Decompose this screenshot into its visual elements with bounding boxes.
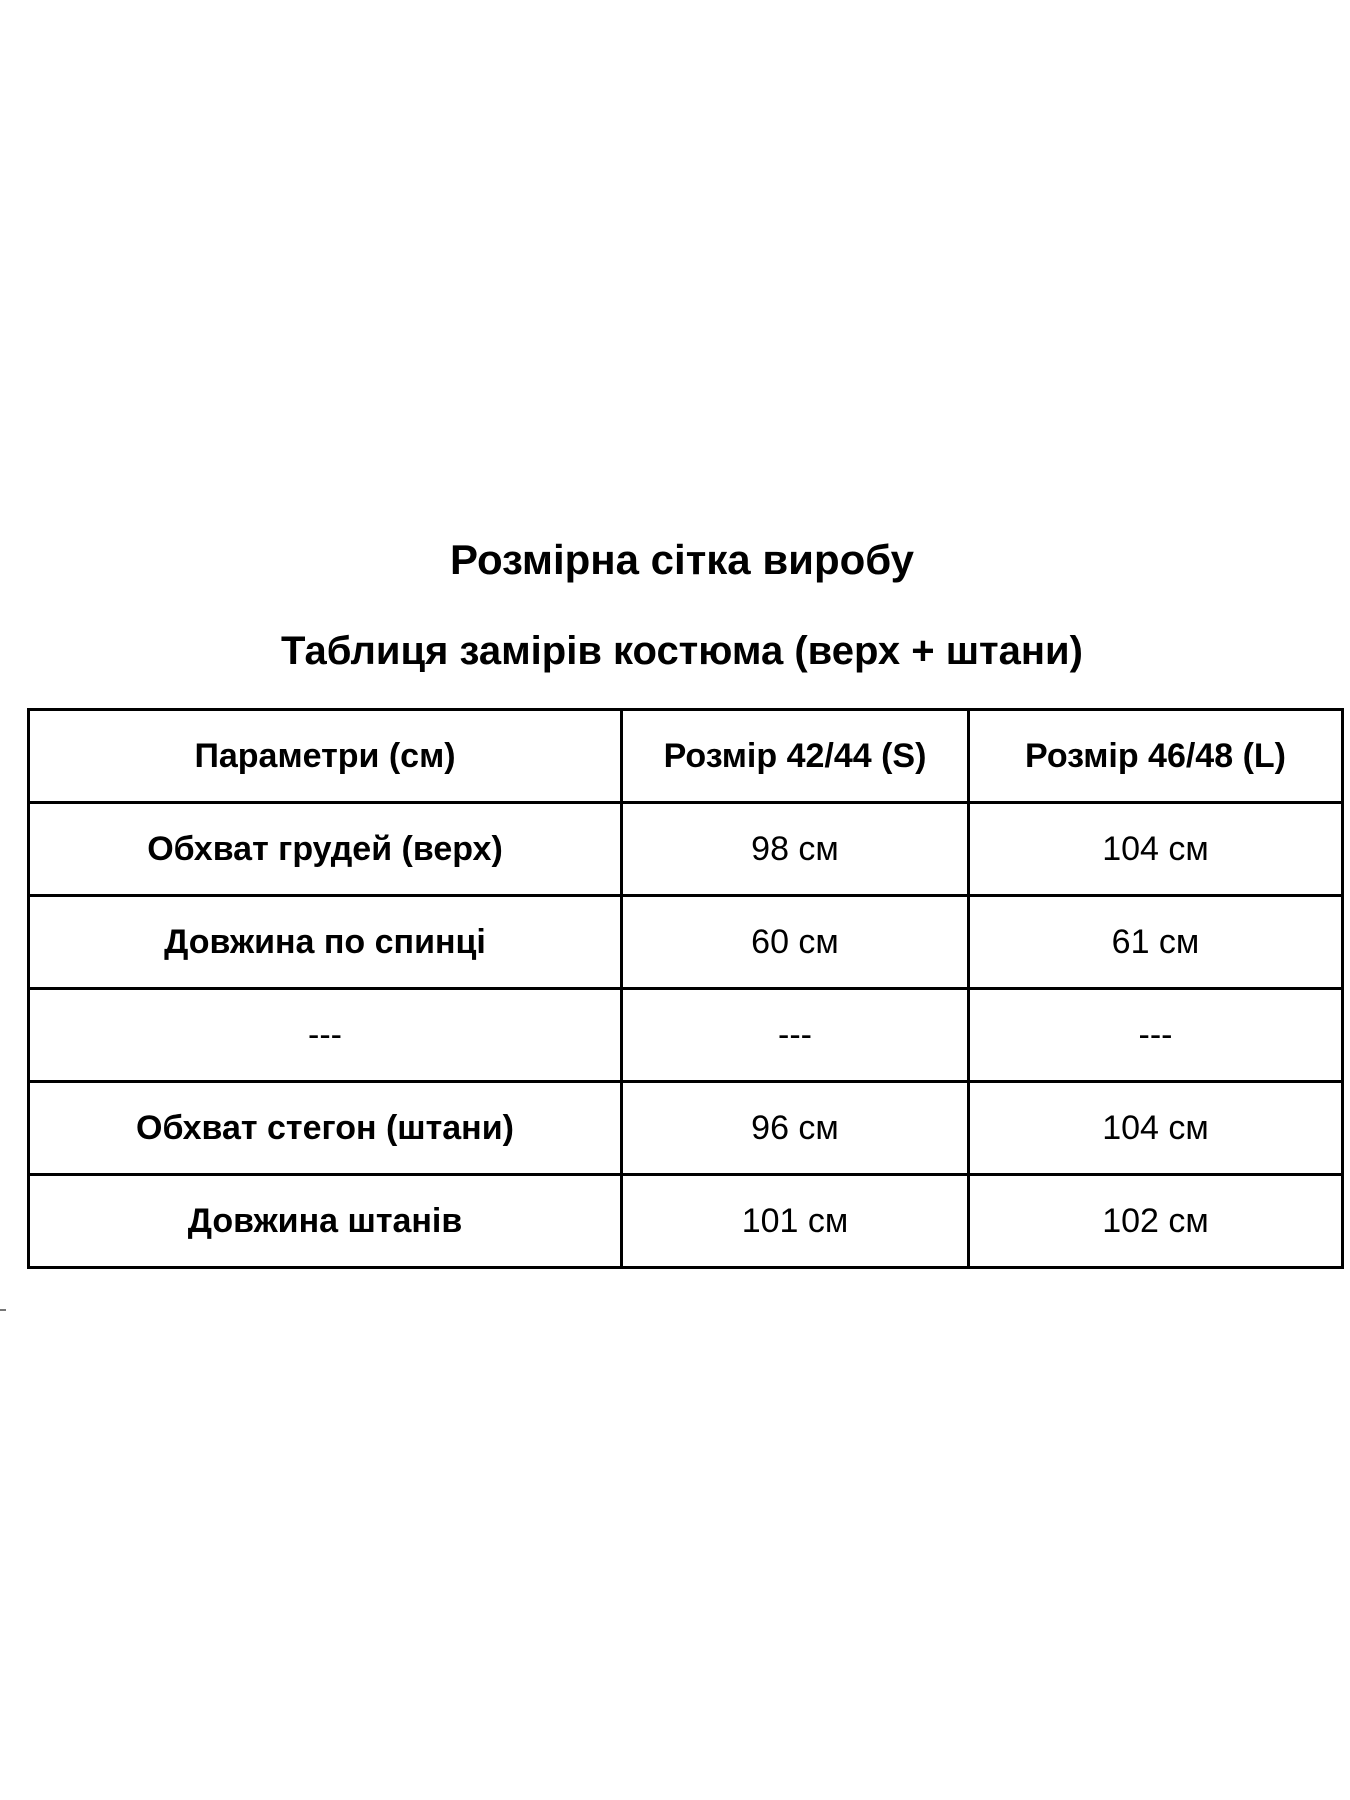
- column-header-size-s: Розмір 42/44 (S): [622, 710, 969, 803]
- size-l-value: ---: [969, 989, 1343, 1082]
- size-chart-table: [27, 708, 1344, 1269]
- page-title: Розмірна сітка виробу: [449, 536, 915, 583]
- row-parameter: Довжина штанів: [29, 1175, 622, 1268]
- row-parameter: Обхват грудей (верх): [29, 803, 622, 896]
- size-s-value: 60 см: [622, 896, 969, 989]
- table-subtitle: Таблиця замірів костюма (верх + штани): [281, 629, 1083, 673]
- table-row: [29, 1082, 1343, 1175]
- table-row: [29, 896, 1343, 989]
- size-l-value: 104 см: [969, 1082, 1343, 1175]
- size-s-value: 98 см: [622, 803, 969, 896]
- row-parameter: Обхват стегон (штани): [29, 1082, 622, 1175]
- size-s-value: ---: [622, 989, 969, 1082]
- table-body: [29, 803, 1343, 1268]
- row-parameter: Довжина по спинці: [29, 896, 622, 989]
- header-row: [29, 710, 1343, 803]
- table-row: [29, 1175, 1343, 1268]
- row-parameter: ---: [29, 989, 622, 1082]
- table-row: [29, 989, 1343, 1082]
- size-l-value: 61 см: [969, 896, 1343, 989]
- column-header-parameters: Параметри (см): [29, 710, 622, 803]
- edge-mark: [0, 1309, 6, 1311]
- size-s-value: 96 см: [622, 1082, 969, 1175]
- table-header: [29, 710, 1343, 803]
- size-l-value: 104 см: [969, 803, 1343, 896]
- column-header-size-l: Розмір 46/48 (L): [969, 710, 1343, 803]
- size-l-value: 102 см: [969, 1175, 1343, 1268]
- size-s-value: 101 см: [622, 1175, 969, 1268]
- table-row: [29, 803, 1343, 896]
